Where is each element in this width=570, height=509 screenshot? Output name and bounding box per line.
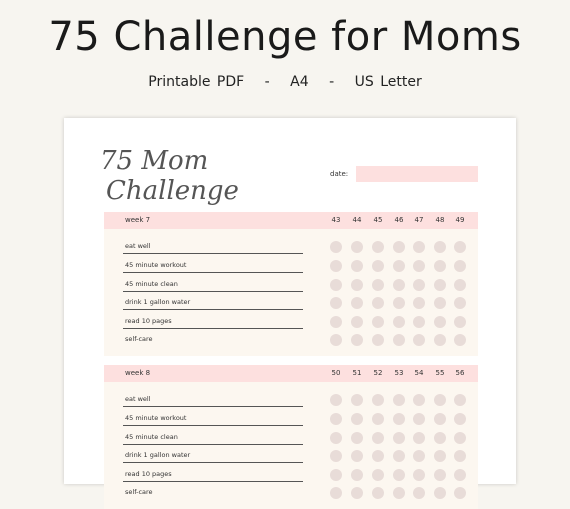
task-label: read 10 pages xyxy=(125,316,172,325)
format-pdf: Printable PDF xyxy=(148,74,245,90)
habit-checkbox[interactable] xyxy=(351,469,363,481)
task-row xyxy=(104,239,478,258)
day-number: 56 xyxy=(455,369,465,377)
habit-checkbox[interactable] xyxy=(330,413,342,425)
habit-checkbox[interactable] xyxy=(372,279,384,291)
habit-checkbox[interactable] xyxy=(330,394,342,406)
day-number: 53 xyxy=(394,369,404,377)
task-underline xyxy=(123,253,303,254)
habit-checkbox[interactable] xyxy=(330,279,342,291)
date-field[interactable] xyxy=(356,166,478,182)
habit-checkbox[interactable] xyxy=(330,469,342,481)
habit-checkbox[interactable] xyxy=(393,432,405,444)
habit-checkbox[interactable] xyxy=(393,413,405,425)
habit-checkbox[interactable] xyxy=(454,316,466,328)
week-block xyxy=(104,365,478,509)
planner-sheet xyxy=(64,118,516,496)
habit-checkbox[interactable] xyxy=(413,316,425,328)
habit-checkbox[interactable] xyxy=(413,469,425,481)
habit-checkbox[interactable] xyxy=(351,241,363,253)
habit-checkbox[interactable] xyxy=(413,394,425,406)
day-number: 45 xyxy=(373,216,383,224)
habit-checkbox[interactable] xyxy=(330,241,342,253)
habit-checkbox[interactable] xyxy=(351,279,363,291)
week-body xyxy=(104,382,478,509)
task-label: 45 minute workout xyxy=(125,414,187,422)
task-row xyxy=(104,258,478,277)
habit-checkbox[interactable] xyxy=(393,316,405,328)
format-a4: A4 xyxy=(290,74,309,90)
habit-checkbox[interactable] xyxy=(454,487,466,499)
day-number: 49 xyxy=(455,216,465,224)
task-row xyxy=(104,332,478,351)
habit-checkbox[interactable] xyxy=(434,241,446,253)
habit-checkbox[interactable] xyxy=(372,241,384,253)
task-label: eat well xyxy=(125,395,151,403)
task-underline xyxy=(123,462,303,463)
habit-checkbox[interactable] xyxy=(372,469,384,481)
habit-checkbox[interactable] xyxy=(372,260,384,272)
habit-checkbox[interactable] xyxy=(413,487,425,499)
task-row xyxy=(104,277,478,296)
habit-checkbox[interactable] xyxy=(372,450,384,462)
page-title: 75 Challenge for Moms xyxy=(48,14,522,60)
habit-checkbox[interactable] xyxy=(372,394,384,406)
habit-checkbox[interactable] xyxy=(413,297,425,309)
task-row xyxy=(104,411,478,430)
day-number: 43 xyxy=(331,216,341,224)
habit-checkbox[interactable] xyxy=(454,394,466,406)
habit-checkbox[interactable] xyxy=(330,432,342,444)
habit-checkbox[interactable] xyxy=(330,450,342,462)
habit-checkbox[interactable] xyxy=(454,334,466,346)
day-number: 47 xyxy=(414,216,424,224)
habit-checkbox[interactable] xyxy=(434,297,446,309)
habit-checkbox[interactable] xyxy=(372,413,384,425)
habit-checkbox[interactable] xyxy=(351,297,363,309)
week-block xyxy=(104,212,478,356)
habit-checkbox[interactable] xyxy=(454,450,466,462)
task-label: drink 1 gallon water xyxy=(125,298,191,306)
habit-checkbox[interactable] xyxy=(393,469,405,481)
habit-checkbox[interactable] xyxy=(434,279,446,291)
task-underline xyxy=(123,425,303,426)
week-label: week 7 xyxy=(125,216,151,224)
habit-checkbox[interactable] xyxy=(434,334,446,346)
habit-checkbox[interactable] xyxy=(330,260,342,272)
habit-checkbox[interactable] xyxy=(413,334,425,346)
week-header xyxy=(104,365,478,382)
task-row xyxy=(104,485,478,504)
habit-checkbox[interactable] xyxy=(454,279,466,291)
task-label: drink 1 gallon water xyxy=(125,451,191,459)
task-underline xyxy=(123,328,303,329)
task-label: 45 minute clean xyxy=(125,279,178,288)
task-row xyxy=(104,295,478,314)
task-label: 45 minute clean xyxy=(125,432,178,441)
habit-checkbox[interactable] xyxy=(330,297,342,309)
habit-checkbox[interactable] xyxy=(372,487,384,499)
habit-checkbox[interactable] xyxy=(372,297,384,309)
task-row xyxy=(104,314,478,333)
task-label: self-care xyxy=(125,335,153,343)
habit-checkbox[interactable] xyxy=(413,450,425,462)
separator: - xyxy=(329,74,335,90)
habit-checkbox[interactable] xyxy=(393,394,405,406)
habit-checkbox[interactable] xyxy=(330,334,342,346)
habit-checkbox[interactable] xyxy=(434,469,446,481)
day-number: 52 xyxy=(373,369,383,377)
day-number: 50 xyxy=(331,369,341,377)
task-underline xyxy=(123,406,303,407)
task-label: read 10 pages xyxy=(125,469,172,478)
habit-checkbox[interactable] xyxy=(454,432,466,444)
habit-checkbox[interactable] xyxy=(393,450,405,462)
sheet-title-line1: 75 Mom xyxy=(100,146,209,176)
habit-checkbox[interactable] xyxy=(434,413,446,425)
task-row xyxy=(104,430,478,449)
habit-checkbox[interactable] xyxy=(413,279,425,291)
week-body xyxy=(104,229,478,356)
habit-checkbox[interactable] xyxy=(393,334,405,346)
habit-checkbox[interactable] xyxy=(454,413,466,425)
task-underline xyxy=(123,309,303,310)
habit-checkbox[interactable] xyxy=(413,413,425,425)
habit-checkbox[interactable] xyxy=(413,241,425,253)
format-us-letter: US Letter xyxy=(354,74,422,90)
habit-checkbox[interactable] xyxy=(434,487,446,499)
habit-checkbox[interactable] xyxy=(434,450,446,462)
week-header xyxy=(104,212,478,229)
habit-checkbox[interactable] xyxy=(351,432,363,444)
habit-checkbox[interactable] xyxy=(413,432,425,444)
habit-checkbox[interactable] xyxy=(454,241,466,253)
habit-checkbox[interactable] xyxy=(434,316,446,328)
task-row xyxy=(104,467,478,486)
habit-checkbox[interactable] xyxy=(454,260,466,272)
habit-checkbox[interactable] xyxy=(393,487,405,499)
task-label: 45 minute workout xyxy=(125,261,187,269)
day-number: 54 xyxy=(414,369,424,377)
habit-checkbox[interactable] xyxy=(393,297,405,309)
sheet-title xyxy=(100,146,239,206)
format-list xyxy=(0,74,570,90)
habit-checkbox[interactable] xyxy=(393,260,405,272)
date-label: date: xyxy=(330,170,349,178)
habit-checkbox[interactable] xyxy=(393,279,405,291)
habit-checkbox[interactable] xyxy=(351,394,363,406)
habit-checkbox[interactable] xyxy=(351,413,363,425)
task-row xyxy=(104,448,478,467)
habit-checkbox[interactable] xyxy=(434,432,446,444)
day-number: 51 xyxy=(352,369,362,377)
task-label: self-care xyxy=(125,488,153,496)
habit-checkbox[interactable] xyxy=(454,297,466,309)
habit-checkbox[interactable] xyxy=(351,487,363,499)
task-row xyxy=(104,392,478,411)
habit-checkbox[interactable] xyxy=(351,260,363,272)
task-underline xyxy=(123,272,303,273)
sheet-title-line2: Challenge xyxy=(106,176,239,206)
habit-checkbox[interactable] xyxy=(434,260,446,272)
habit-checkbox[interactable] xyxy=(351,450,363,462)
task-underline xyxy=(123,444,303,445)
habit-checkbox[interactable] xyxy=(454,469,466,481)
habit-checkbox[interactable] xyxy=(372,316,384,328)
habit-checkbox[interactable] xyxy=(372,432,384,444)
task-label: eat well xyxy=(125,242,151,250)
task-underline xyxy=(123,291,303,292)
habit-checkbox[interactable] xyxy=(434,394,446,406)
habit-checkbox[interactable] xyxy=(330,316,342,328)
habit-checkbox[interactable] xyxy=(413,260,425,272)
day-number: 46 xyxy=(394,216,404,224)
habit-checkbox[interactable] xyxy=(330,487,342,499)
task-underline xyxy=(123,481,303,482)
habit-checkbox[interactable] xyxy=(351,334,363,346)
day-number: 55 xyxy=(435,369,445,377)
habit-checkbox[interactable] xyxy=(351,316,363,328)
day-number: 48 xyxy=(435,216,445,224)
week-label: week 8 xyxy=(125,369,151,377)
day-number: 44 xyxy=(352,216,362,224)
separator: - xyxy=(264,74,270,90)
habit-checkbox[interactable] xyxy=(372,334,384,346)
habit-checkbox[interactable] xyxy=(393,241,405,253)
